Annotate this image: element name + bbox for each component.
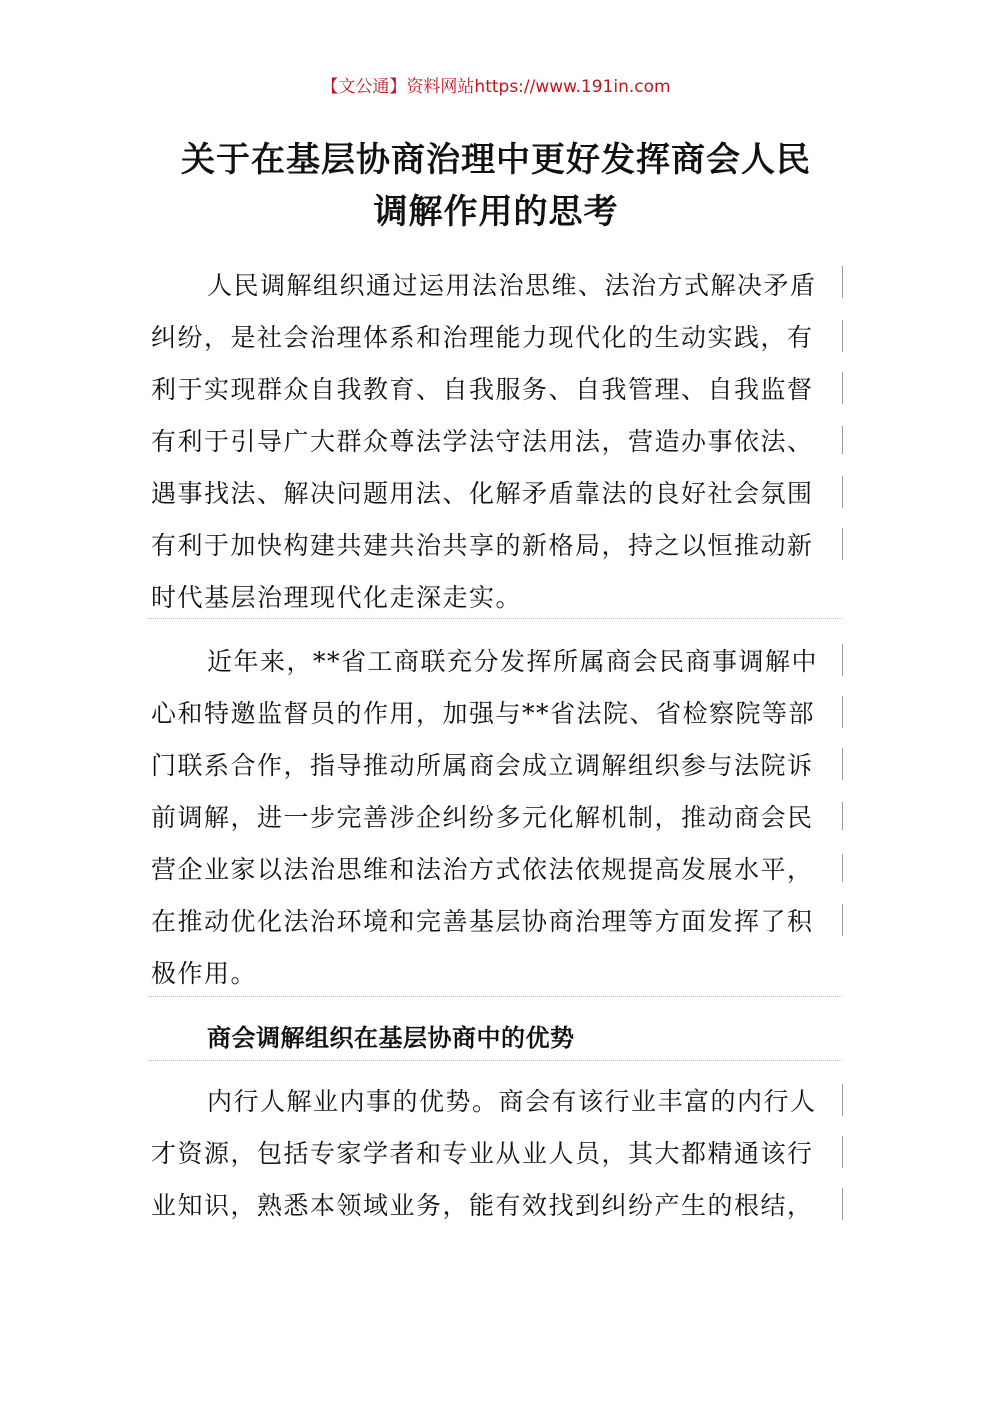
document-title-line-2: 调解作用的思考 bbox=[373, 192, 619, 232]
margin-bar bbox=[842, 1084, 843, 1116]
document-title-line-1: 关于在基层协商治理中更好发挥商会人民 bbox=[181, 140, 811, 180]
paragraph-line: 近年来，**省工商联充分发挥所属商会民商事调解中 bbox=[207, 647, 819, 676]
margin-bar bbox=[842, 476, 843, 508]
paragraph-line: 门联系合作，指导推动所属商会成立调解组织参与法院诉 bbox=[151, 751, 814, 780]
margin-bar bbox=[842, 802, 843, 830]
margin-bar bbox=[842, 266, 843, 298]
paragraph-divider bbox=[148, 996, 842, 997]
paragraph-line: 内行人解业内事的优势。商会有该行业丰富的内行人 bbox=[207, 1087, 817, 1116]
margin-bar bbox=[842, 1188, 843, 1220]
margin-bar bbox=[842, 696, 843, 728]
margin-bar bbox=[842, 644, 843, 676]
paragraph-line: 心和特邀监督员的作用，加强与**省法院、省检察院等部 bbox=[151, 699, 816, 728]
margin-bar bbox=[842, 528, 843, 560]
paragraph-line: 极作用。 bbox=[151, 959, 258, 988]
paragraph-line: 营企业家以法治思维和法治方式依法依规提高发展水平， bbox=[151, 855, 814, 884]
paragraph-line: 在推动优化法治环境和完善基层协商治理等方面发挥了积 bbox=[151, 907, 814, 936]
margin-bar bbox=[842, 320, 843, 352]
paragraph-divider bbox=[148, 1060, 842, 1061]
margin-bar bbox=[842, 426, 843, 454]
margin-bar bbox=[842, 372, 843, 404]
paragraph-line: 遇事找法、解决问题用法、化解矛盾靠法的良好社会氛围 bbox=[151, 479, 814, 508]
margin-bar bbox=[842, 854, 843, 882]
margin-bar bbox=[842, 748, 843, 780]
paragraph-line: 利于实现群众自我教育、自我服务、自我管理、自我监督 bbox=[151, 375, 814, 404]
site-header-link[interactable]: 【文公通】资料网站https://www.191in.com bbox=[321, 77, 671, 97]
paragraph-divider bbox=[148, 618, 842, 619]
margin-bar bbox=[842, 904, 843, 936]
margin-bar bbox=[842, 1136, 843, 1168]
paragraph-line: 纠纷，是社会治理体系和治理能力现代化的生动实践，有 bbox=[151, 323, 814, 352]
section-heading: 商会调解组织在基层协商中的优势 bbox=[207, 1024, 575, 1052]
paragraph-line: 前调解，进一步完善涉企纠纷多元化解机制，推动商会民 bbox=[151, 803, 814, 832]
paragraph-line: 时代基层治理现代化走深走实。 bbox=[151, 583, 523, 612]
paragraph-line: 有利于引导广大群众尊法学法守法用法，营造办事依法、 bbox=[151, 427, 814, 456]
paragraph-line: 才资源，包括专家学者和专业从业人员，其大都精通该行 bbox=[151, 1139, 814, 1168]
paragraph-line: 人民调解组织通过运用法治思维、法治方式解决矛盾 bbox=[207, 271, 817, 300]
paragraph-line: 有利于加快构建共建共治共享的新格局，持之以恒推动新 bbox=[151, 531, 814, 560]
paragraph-line: 业知识，熟悉本领域业务，能有效找到纠纷产生的根结， bbox=[151, 1191, 814, 1220]
